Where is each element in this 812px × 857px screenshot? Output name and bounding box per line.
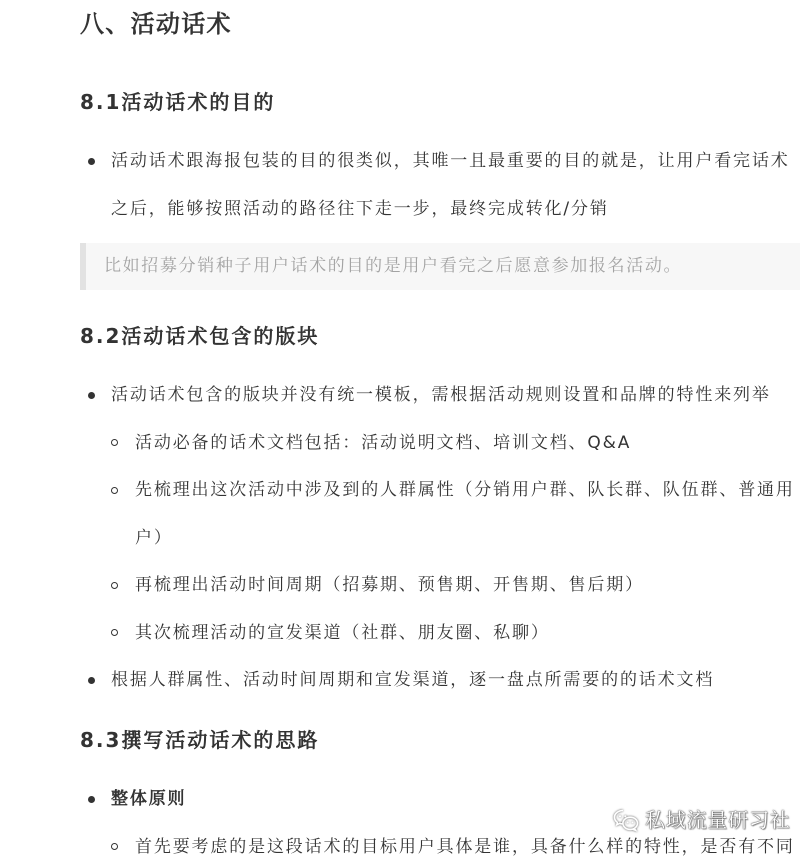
list-item-text-line: 根据人群属性、活动时间周期和宣发渠道，逐一盘点所需要的的话术文档 bbox=[111, 670, 715, 690]
hollow-bullet-icon bbox=[111, 843, 118, 850]
sub-list-item bbox=[135, 420, 812, 468]
sub-bullet-list bbox=[111, 420, 812, 658]
sub-list-item-text-line: 户） bbox=[135, 527, 173, 548]
section-heading-8-3: 8.3撰写活动话术的思路 bbox=[80, 728, 320, 752]
list-item bbox=[111, 138, 812, 233]
section-heading-8-2: 8.2活动话术包含的版块 bbox=[80, 324, 320, 348]
sub-list-item bbox=[135, 562, 812, 610]
list-item bbox=[111, 657, 812, 705]
sub-list-item-text-line: 先梳理出这次活动中涉及到的人群属性（分销用户群、队长群、队伍群、普通用 bbox=[135, 480, 795, 500]
sub-list-item bbox=[135, 610, 812, 658]
hollow-bullet-icon bbox=[111, 439, 118, 446]
bullet-list-8-2 bbox=[80, 372, 812, 705]
watermark bbox=[613, 806, 791, 834]
bullet-dot-icon bbox=[88, 392, 95, 399]
section-heading-8-1: 8.1活动话术的目的 bbox=[80, 90, 276, 114]
list-item-text-line: 之后，能够按照活动的路径往下走一步，最终完成转化/分销 bbox=[111, 198, 609, 219]
list-item-text-line: 活动话术包含的版块并没有统一模板，需根据活动规则设置和品牌的特性来列举 bbox=[111, 385, 771, 405]
list-item-text-line: 整体原则 bbox=[111, 789, 187, 809]
hollow-bullet-icon bbox=[111, 487, 118, 494]
list-item-text-line: 活动话术跟海报包装的目的很类似，其唯一且最重要的目的就是，让用户看完话术 bbox=[111, 151, 790, 171]
blockquote: 比如招募分销种子用户话术的目的是用户看完之后愿意参加报名活动。 bbox=[80, 243, 800, 290]
sub-list-item bbox=[135, 467, 812, 562]
bullet-dot-icon bbox=[88, 677, 95, 684]
bullet-dot-icon bbox=[88, 796, 95, 803]
wechat-icon bbox=[613, 808, 639, 832]
list-item bbox=[111, 372, 812, 657]
sub-list-item-text-line: 活动必备的话术文档包括：活动说明文档、培训文档、Q&A bbox=[135, 432, 632, 453]
article-title: 八、活动话术 bbox=[80, 10, 232, 38]
sub-list-item-text-line: 首先要考虑的是这段话术的目标用户具体是谁，具备什么样的特性，是否有不同 bbox=[135, 837, 795, 857]
hollow-bullet-icon bbox=[111, 582, 118, 589]
watermark-text: 私域流量研习社 bbox=[645, 808, 791, 832]
bullet-list-8-1 bbox=[80, 138, 812, 233]
hollow-bullet-icon bbox=[111, 629, 118, 636]
sub-list-item-text-line: 其次梳理活动的宣发渠道（社群、朋友圈、私聊） bbox=[135, 622, 550, 643]
bullet-dot-icon bbox=[88, 158, 95, 165]
sub-list-item-text-line: 再梳理出活动时间周期（招募期、预售期、开售期、售后期） bbox=[135, 575, 644, 595]
